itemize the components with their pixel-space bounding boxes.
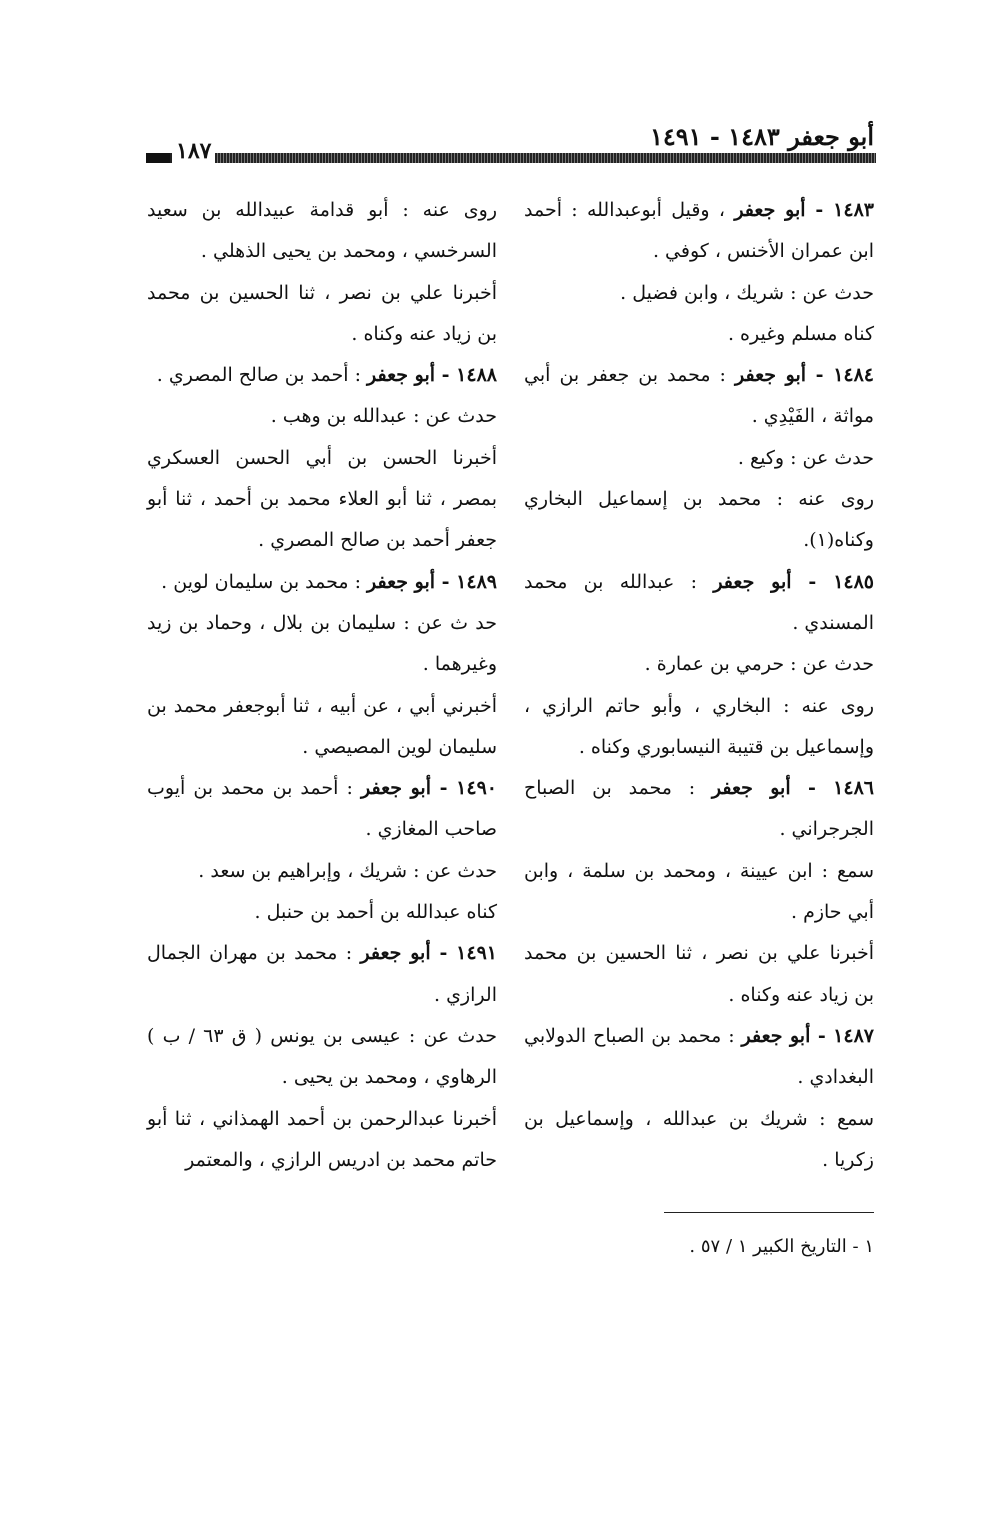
entry-heading — [147, 355, 497, 396]
entry-paragraph — [147, 190, 497, 273]
entry-paragraph — [524, 438, 874, 479]
entry-number: ١٤٨٩ - أبو جعفر — [367, 570, 497, 593]
entry-text: ، وقيل أبوعبدالله : أحمد ابن عمران الأخنس ، كوفي . — [524, 199, 874, 263]
entry-heading — [147, 562, 497, 603]
entry-paragraph — [147, 273, 497, 356]
entry-text: حدث عن : عبدالله بن وهب . — [270, 405, 497, 428]
entry-text: : محمد بن سليمان لوين . — [161, 570, 361, 593]
entry-paragraph — [524, 314, 874, 355]
entry-paragraph — [147, 603, 497, 686]
header-rule-mark — [146, 153, 170, 163]
entry-number: ١٤٨٨ - أبو جعفر — [367, 364, 497, 387]
entry-paragraph — [147, 438, 497, 562]
entry-paragraph — [147, 1099, 497, 1182]
right-column — [524, 190, 874, 1181]
entry-paragraph — [147, 396, 497, 437]
entry-text: روى عنه : أبو قدامة عبيدالله بن سعيد السرخسي ، ومحمد بن يحيى الذهلي . — [147, 199, 497, 263]
entry-text: روى عنه : البخاري ، وأبو حاتم الرازي ، وإسماعيل بن قتيبة النيسابوري وكناه . — [524, 694, 874, 758]
entry-text: حدث عن : شريك ، وابن فضيل . — [620, 281, 874, 304]
entry-paragraph — [524, 1099, 874, 1182]
page-number: ١٨٧ — [172, 138, 215, 164]
header-rule — [146, 153, 876, 163]
entry-number: ١٤٨٥ - أبو جعفر — [713, 570, 875, 593]
entry-text: : عبدالله بن محمد المسندي . — [524, 570, 874, 634]
entry-text: سمع : ابن عيينة ، ومحمد بن سلمة ، وابن أبي حازم . — [524, 859, 874, 924]
entry-paragraph — [524, 644, 874, 685]
entry-text: حدث عن : حرمي بن عمارة . — [644, 653, 874, 676]
running-header-title: أبو جعفر ١٤٨٣ - ١٤٩١ — [649, 122, 874, 151]
entry-text: أخبرنا علي بن نصر ، ثنا الحسين بن محمد بن زياد عنه وكناه . — [524, 942, 874, 1006]
entry-paragraph — [524, 479, 874, 562]
entry-number: ١٤٨٤ - أبو جعفر — [735, 364, 875, 387]
entry-text: أخبرنا عبدالرحمن بن أحمد الهمذاني ، ثنا أبو حاتم محمد بن ادريس الرازي ، والمعتمر — [147, 1107, 497, 1171]
entry-paragraph — [524, 851, 874, 934]
entry-paragraph — [147, 1016, 497, 1099]
entry-text: : محمد بن مهران الجمال الرازي . — [147, 942, 497, 1006]
left-column — [147, 190, 497, 1181]
entry-number: ١٤٩٠ - أبو جعفر — [360, 777, 497, 800]
entry-text: روى عنه : محمد بن إسماعيل البخاري وكناه(١). — [524, 488, 874, 552]
entry-text: : محمد بن الصباح الدولابي البغدادي . — [524, 1024, 874, 1089]
entry-heading — [524, 768, 874, 851]
entry-text: : محمد بن الصباح الجرجراني . — [524, 777, 874, 841]
entry-number: ١٤٩١ - أبو جعفر — [360, 942, 497, 965]
entry-heading — [524, 562, 874, 645]
entry-text: : محمد بن جعفر بن أبي مواثة ، الفَيْدِي . — [524, 364, 874, 428]
entry-text: : أحمد بن صالح المصري . — [156, 364, 361, 387]
entry-heading — [524, 190, 874, 273]
entry-heading — [524, 1016, 874, 1099]
entry-text: حدث عن : وكيع . — [737, 446, 874, 469]
entry-heading — [147, 933, 497, 1016]
entry-text: حدث عن : عيسى بن يونس ( ق ٦٣ / ب ) الرهاوي ، ومحمد بن يحيى . — [147, 1024, 498, 1089]
entry-text: أخبرني أبي ، عن أبيه ، ثنا أبوجعفر محمد بن سليمان لوين المصيصي . — [147, 694, 497, 758]
entry-text: كناه مسلم وغيره . — [727, 322, 874, 345]
entry-number: ١٤٨٧ - أبو جعفر — [741, 1024, 874, 1047]
entry-text: كناه عبدالله بن أحمد بن حنبل . — [254, 901, 497, 924]
entry-paragraph — [524, 933, 874, 1016]
entry-text: حد ث عن : سليمان بن بلال ، وحماد بن زيد وغيرهما . — [147, 611, 497, 676]
entry-number: ١٤٨٦ - أبو جعفر — [711, 777, 874, 800]
entry-paragraph — [147, 892, 497, 933]
entry-heading — [147, 768, 497, 851]
entry-paragraph — [524, 273, 874, 314]
entry-text: أخبرنا علي بن نصر ، ثنا الحسين بن محمد بن زياد عنه وكناه . — [147, 281, 497, 345]
footnote-rule — [664, 1212, 874, 1213]
entry-paragraph — [147, 851, 497, 892]
entry-text: حدث عن : شريك ، وإبراهيم بن سعد . — [198, 859, 497, 882]
entry-number: ١٤٨٣ - أبو جعفر — [734, 199, 874, 221]
entry-text: : أحمد بن محمد بن أيوب صاحب المغازي . — [147, 777, 497, 841]
footnote: ١ - التاريخ الكبير ١ / ٥٧ . — [689, 1236, 874, 1257]
entry-heading — [524, 355, 874, 438]
entry-text: سمع : شريك بن عبدالله ، وإسماعيل بن زكريا . — [524, 1107, 874, 1171]
entry-text: أخبرنا الحسن بن أبي الحسن العسكري بمصر ، ثنا أبو العلاء محمد بن أحمد ، ثنا أبو جعفر أحمد بن صالح المصري . — [147, 446, 497, 552]
entry-paragraph — [524, 686, 874, 769]
entry-paragraph — [147, 686, 497, 769]
